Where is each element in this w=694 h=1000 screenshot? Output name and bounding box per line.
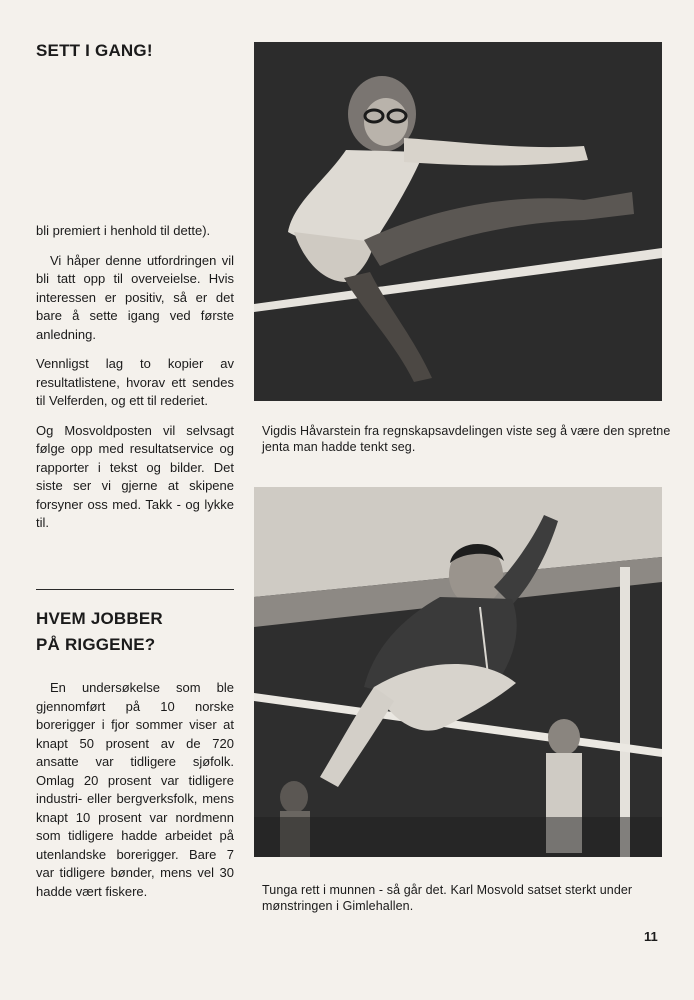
photo-high-jump-woman [254,42,662,401]
photo-illustration [254,487,662,857]
section-divider [36,589,234,590]
photo-high-jump-man [254,487,662,857]
article-column-sett-i-gang [36,222,234,544]
heading-line: HVEM JOBBER [36,609,163,628]
paragraph: bli premiert i henhold til dette). [36,223,211,238]
article-column-hvem-jobber [36,679,234,912]
photo-caption-1: Vigdis Håvarstein fra regnskapsavdelingen viste seg å være den spretne jenta man hadde tenkt seg. [262,424,671,454]
heading-hvem-jobber [36,606,246,658]
paragraph: Vennligst lag to kopier av resultatlistene, hvorav ett sendes til Velferden, og ett til rederiet. [36,356,234,408]
heading-sett-i-gang: SETT I GANG! [36,41,153,60]
page-number: 11 [644,929,658,944]
paragraph: Og Mosvoldposten vil selvsagt følge opp med resultatservice og rapporter i tekst og bilder. Det siste ser vi gjerne at skipene forsyner oss med. Takk - og lykke til. [36,422,234,530]
paragraph: Vi håper denne utfordringen vil bli tatt opp til overveielse. Hvis interessen er positiv, så er det bare å sette igang ved første anledning. [36,252,234,342]
heading-line: PÅ RIGGENE? [36,635,156,654]
paragraph: En undersøkelse som ble gjennomført på 10 norske borerigger i fjor sommer viser at knapt 50 prosent av de 720 ansatte var tidligere sjøfolk. Omlag 20 prosent var tidligere industri- eller bergverksfolk, mens knapt 10 prosent var nordmenn som tidligere hadde arbeidet på utenlandske borerigger. Bare 7 var tidligere bønder, mens vel 30 hadde vært fiskere. [36,680,234,899]
photo-illustration [254,42,662,401]
photo-caption-2: Tunga rett i munnen - så går det. Karl Mosvold satset sterkt under mønstringen i Gimlehallen. [262,883,633,913]
